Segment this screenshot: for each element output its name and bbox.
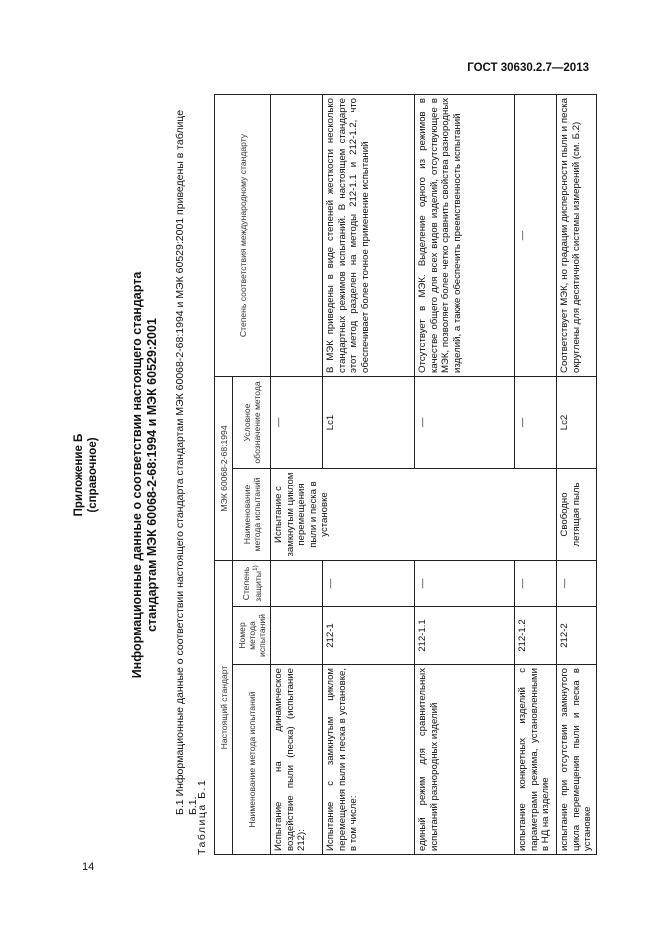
table-row: [557, 94, 597, 854]
group-header-this-standard: Настоящий стандарт: [215, 561, 233, 855]
cell-conformity: [271, 94, 323, 376]
annex-title: Приложение Б: [73, 433, 85, 517]
cell-iec-designation: —: [515, 376, 557, 468]
cell-protection-degree: —: [515, 561, 557, 607]
cell-method-number: 212-1.2: [515, 607, 557, 665]
cell-conformity: В МЭК приведены в виде степеней жесткости несколько стандартных режимов испытаний. В настоящем стандарте этот метод разделен на методы 212-1.1 и 212-1.2, что обеспечивает более точное применение испытаний: [323, 94, 415, 376]
cell-iec-designation: Lc1: [323, 376, 415, 468]
column-header-iec-method-name: Наименование метода испытаний: [233, 469, 271, 561]
cell-iec-method-name: Свободно летящая пыль: [557, 469, 597, 561]
cell-conformity: Соответствует МЭК, но градации дисперсности пыли и песка округлены для десятичной системы измерений (см. Б.2): [557, 94, 597, 376]
cell-method-name: Испытание с замкнутым циклом перемещения пыли и песка в установке, в том числе:: [323, 665, 415, 855]
column-header-iec-designation: Условное обозначение метода: [233, 376, 271, 468]
table-caption: Таблица Б.1: [196, 778, 208, 855]
cell-method-number: 212-1: [323, 607, 415, 665]
page-number: 14: [82, 861, 95, 873]
cell-iec-designation: Lc2: [557, 376, 597, 468]
cell-method-number: 212-2: [557, 607, 597, 665]
column-header-conformity: Степень соответствия международному стандарту: [215, 94, 271, 376]
cell-protection-degree: —: [415, 561, 515, 607]
annex-subtitle: (справочное): [87, 437, 99, 513]
cell-method-name: испытание при отсутствии замкнутого цикла перемещения пыли и песка в установке: [557, 665, 597, 855]
column-header-method-number: Номер метода испытаний: [233, 607, 271, 665]
cell-conformity: Отсутствует в МЭК. Выделение одного из режимов в качестве общего для всех видов изделий, отсутствующее в МЭК, позволяет более четко сравнить свойства разнородных изделий, а также обеспечить преемственность испытаний: [415, 94, 515, 376]
cell-method-name: Испытание на динамическое воздействие пыли (песка) (испытание 212):: [271, 665, 323, 855]
cell-iec-method-name: Испытание с замкнутым циклом перемещения пыли и песка в установке: [271, 469, 557, 561]
document-title-line-2: стандартам МЭК 60068-2-68:1994 и МЭК 60529:2001: [145, 318, 159, 632]
protection-degree-label: Степень защиты: [240, 566, 263, 602]
cell-method-name: испытание конкретных изделий с параметрами режима, установленными в НД на изделие: [515, 665, 557, 855]
document-title: [130, 95, 160, 855]
cell-method-name: единый режим для сравнительных испытаний разнородных изделий: [415, 665, 515, 855]
cell-iec-designation: —: [415, 376, 515, 468]
cell-iec-designation: —: [271, 376, 323, 468]
cell-protection-degree: [271, 561, 323, 607]
column-header-protection-degree: [233, 561, 271, 607]
cell-protection-degree: —: [557, 561, 597, 607]
cell-method-number: [271, 607, 323, 665]
document-title-line-1: Информационные данные о соответствии настоящего стандарта: [130, 271, 144, 679]
table-row: [271, 94, 323, 854]
standard-code-header: ГОСТ 30630.2.7—2013: [467, 62, 589, 74]
cell-protection-degree: —: [323, 561, 415, 607]
intro-paragraph: Б.1 Информационные данные о соответствии настоящего стандарта стандартам МЭК 60068-2-68:1994 и МЭК 60529:2001 приведены в таблице Б.1.: [174, 109, 199, 815]
column-header-method-name: Наименование метода испытаний: [233, 665, 271, 855]
annex-heading: [72, 95, 100, 855]
cell-conformity: —: [515, 94, 557, 376]
footnote-marker: 1): [251, 565, 259, 572]
rotated-page-content: [72, 95, 593, 855]
conformity-table: [214, 94, 597, 855]
cell-method-number: 212-1.1: [415, 607, 515, 665]
group-header-iec: МЭК 60068-2-68:1994: [215, 376, 233, 560]
